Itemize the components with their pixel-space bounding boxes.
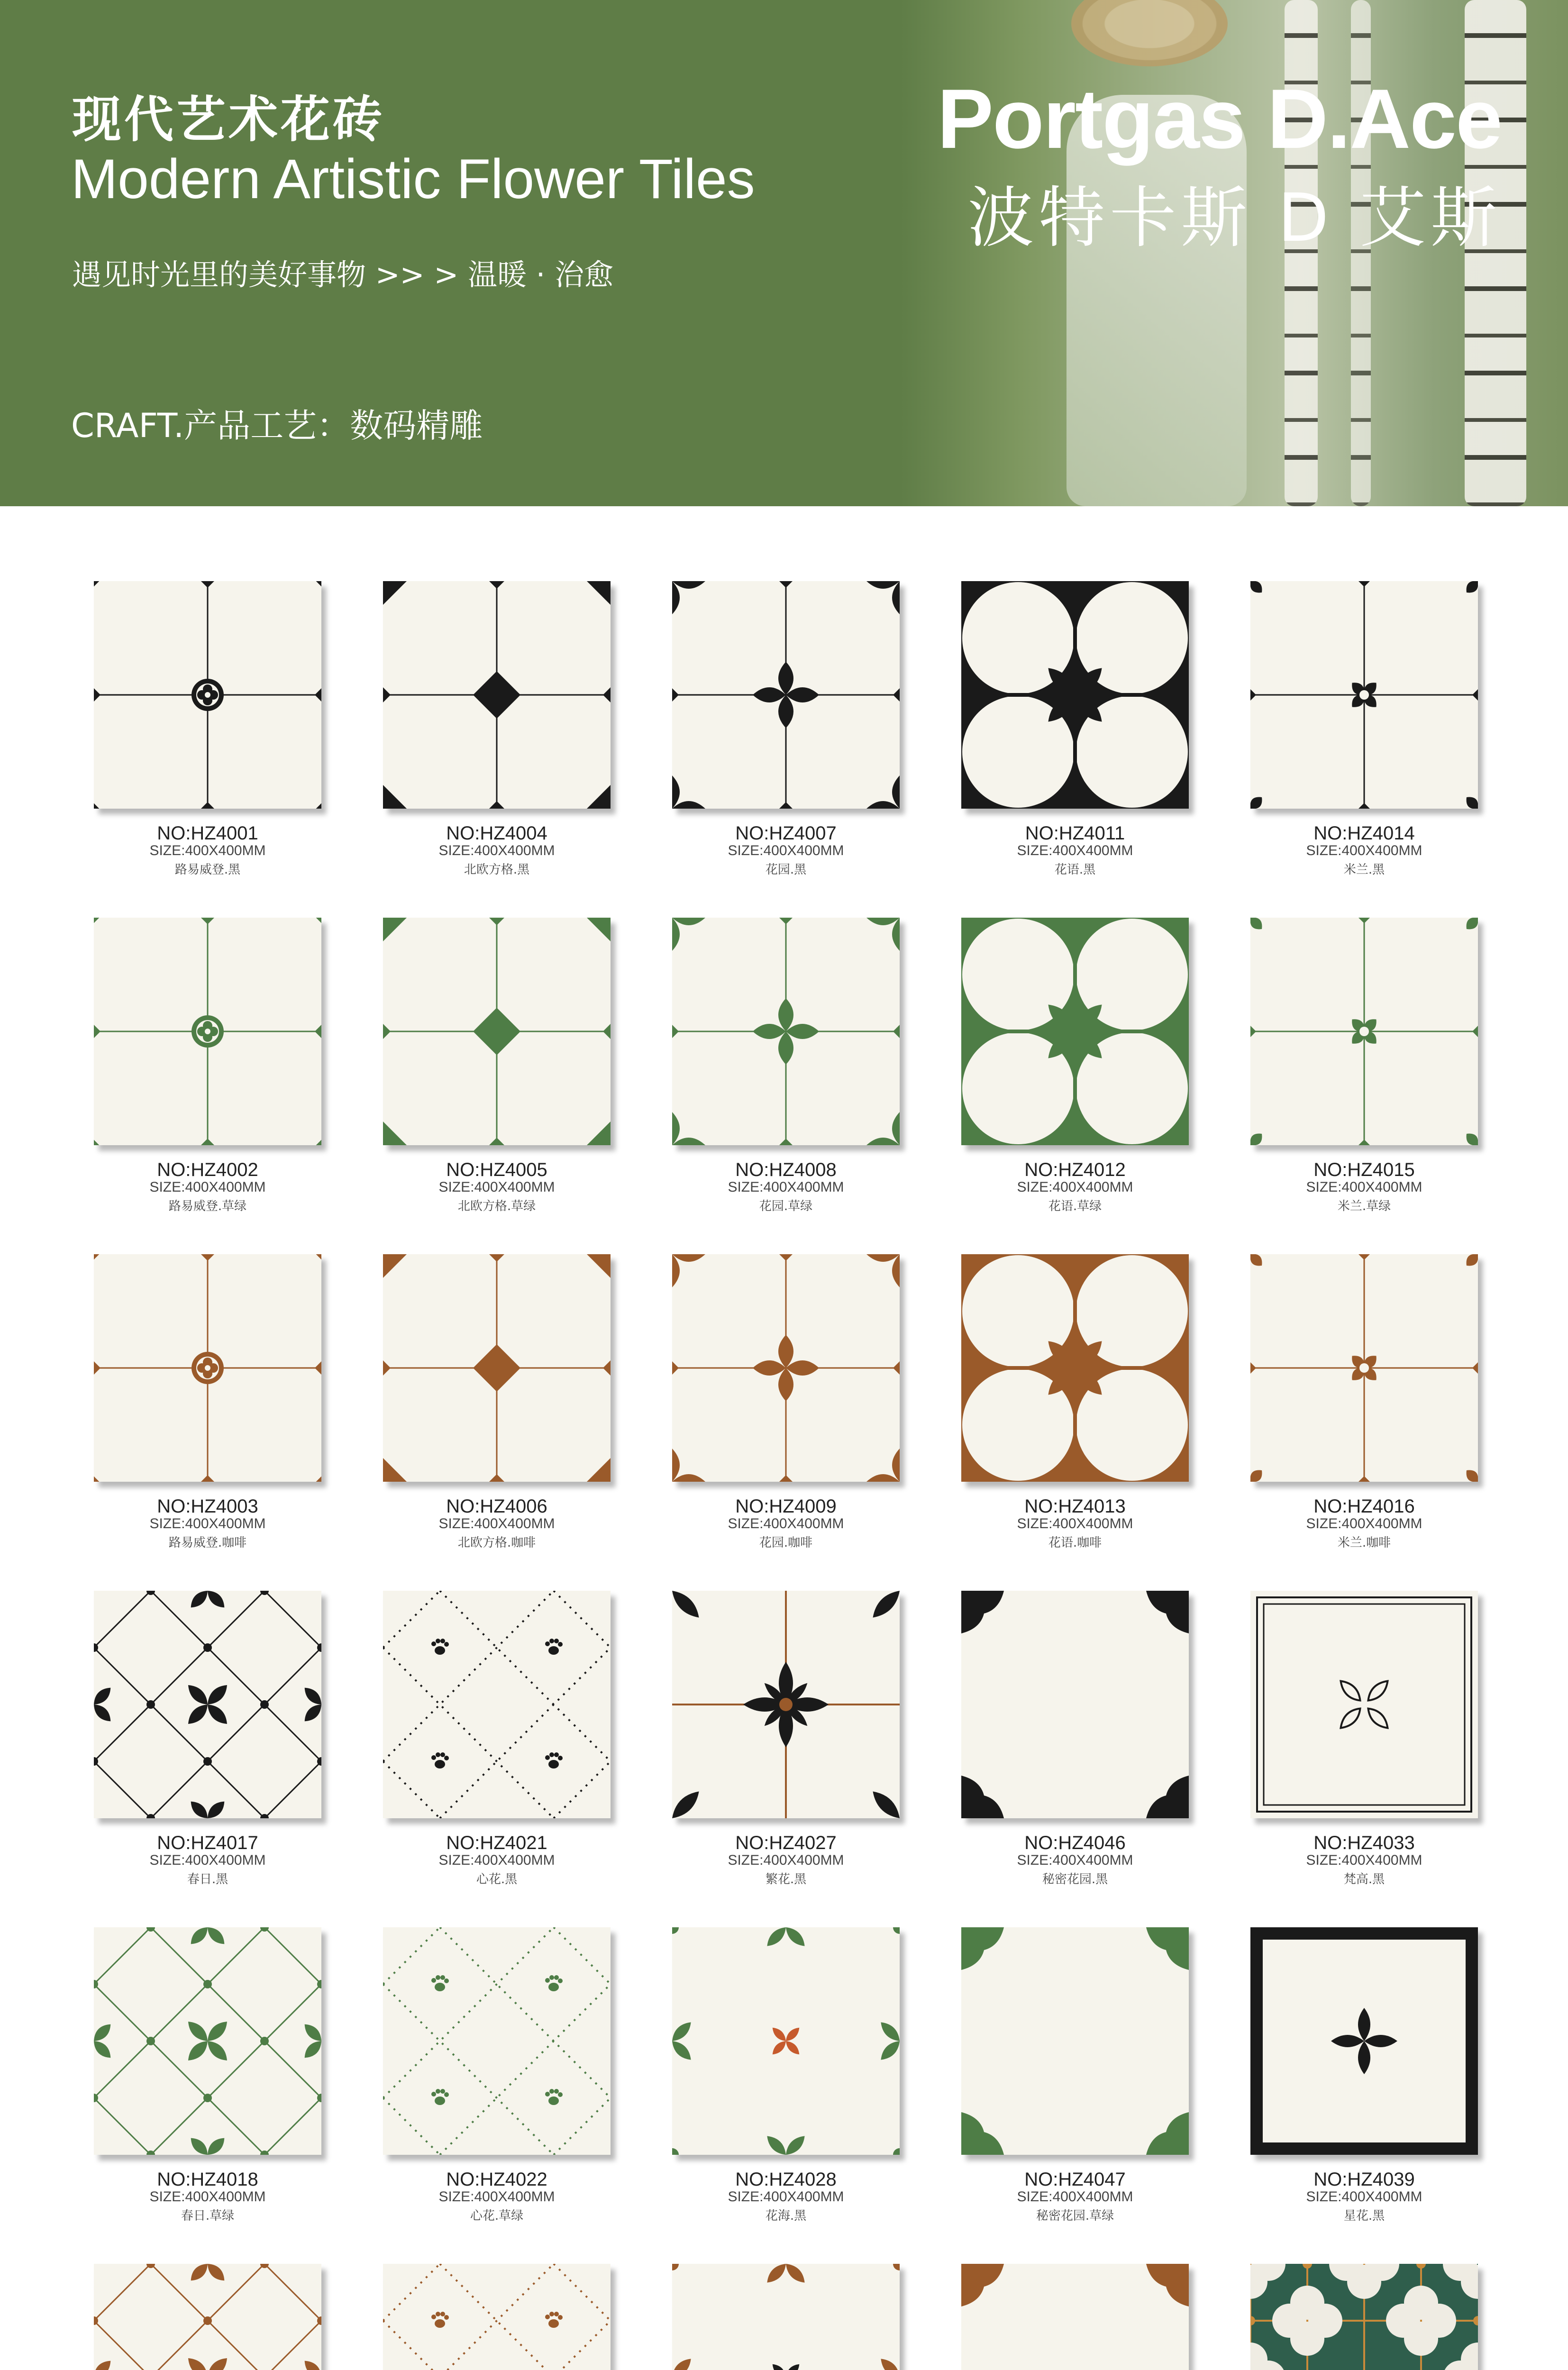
tile-model-number: NO:HZ4002	[157, 1159, 258, 1180]
tile-card	[672, 581, 900, 884]
tile-image	[961, 2264, 1189, 2370]
tile-pattern-graphic	[672, 581, 900, 809]
tile-image	[383, 581, 611, 809]
tile-card	[94, 918, 321, 1221]
tile-card	[672, 1591, 900, 1894]
tile-model-number: NO:HZ4028	[735, 2169, 837, 2190]
tile-image	[94, 1591, 321, 1818]
tile-model-number: NO:HZ4015	[1313, 1159, 1415, 1180]
tile-image	[672, 581, 900, 809]
tile-card	[672, 2264, 900, 2370]
brand-name-cn: 波特卡斯 D 艾斯	[967, 180, 1502, 257]
tile-card	[1250, 1254, 1478, 1558]
tile-name: 北欧方格.咖啡	[457, 1536, 536, 1550]
tile-pattern-graphic	[672, 1591, 900, 1818]
tile-size: SIZE:400X400MM	[438, 1516, 555, 1531]
tile-model-number: NO:HZ4007	[735, 823, 837, 844]
tile-image	[961, 1591, 1189, 1818]
tile-name: 路易威登.黑	[174, 863, 241, 877]
header-banner	[0, 0, 1568, 506]
tile-model-number: NO:HZ4017	[157, 1832, 258, 1853]
tile-image	[961, 581, 1189, 809]
tile-card	[383, 1927, 611, 2231]
tile-size: SIZE:400X400MM	[1306, 1852, 1422, 1868]
tile-pattern-graphic	[94, 2264, 321, 2370]
tile-card	[672, 918, 900, 1221]
tile-image	[383, 2264, 611, 2370]
tile-name: 心花.黑	[476, 1872, 518, 1887]
tile-card	[383, 1591, 611, 1894]
tile-card	[383, 918, 611, 1221]
tile-name: 米兰.黑	[1343, 863, 1385, 877]
tile-card	[1250, 918, 1478, 1221]
tile-size: SIZE:400X400MM	[438, 2189, 555, 2205]
tile-size: SIZE:400X400MM	[149, 1516, 266, 1531]
tile-size: SIZE:400X400MM	[149, 1179, 266, 1195]
tile-image	[961, 1927, 1189, 2155]
tile-size: SIZE:400X400MM	[149, 2189, 266, 2205]
tile-image	[94, 2264, 321, 2370]
tile-name: 花园.黑	[765, 863, 807, 877]
tile-card	[672, 1927, 900, 2231]
tile-card	[1250, 1591, 1478, 1894]
tile-model-number: NO:HZ4016	[1313, 1496, 1415, 1517]
tile-pattern-graphic	[383, 918, 611, 1145]
tile-name: 秘密花园.黑	[1042, 1872, 1108, 1887]
tile-size: SIZE:400X400MM	[438, 843, 555, 858]
tile-pattern-graphic	[961, 581, 1189, 809]
tile-pattern-graphic	[383, 1927, 611, 2155]
tile-name: 春日.草绿	[181, 2209, 235, 2223]
tile-model-number: NO:HZ4046	[1024, 1832, 1126, 1853]
tile-pattern-graphic	[961, 1591, 1189, 1818]
tile-image	[672, 1927, 900, 2155]
slogan-text: 遇见时光里的美好事物 >> > 温暖 · 治愈	[72, 257, 614, 292]
tile-size: SIZE:400X400MM	[728, 1516, 844, 1531]
tile-image	[94, 581, 321, 809]
tile-card	[94, 1254, 321, 1558]
tile-model-number: NO:HZ4005	[446, 1159, 547, 1180]
tile-model-number: NO:HZ4008	[735, 1159, 837, 1180]
tile-name: 心花.草绿	[470, 2209, 524, 2223]
tile-size: SIZE:400X400MM	[438, 1852, 555, 1868]
brand-name-en: Portgas D.Ace	[937, 72, 1502, 166]
tile-model-number: NO:HZ4012	[1024, 1159, 1126, 1180]
tile-card	[383, 2264, 611, 2370]
tile-name: 花海.黑	[765, 2209, 807, 2223]
tile-name: 路易威登.咖啡	[168, 1536, 247, 1550]
tile-model-number: NO:HZ4022	[446, 2169, 547, 2190]
tile-pattern-graphic	[383, 581, 611, 809]
tile-model-number: NO:HZ4013	[1024, 1496, 1126, 1517]
tile-pattern-graphic	[94, 918, 321, 1145]
tile-pattern-graphic	[961, 2264, 1189, 2370]
tile-pattern-graphic	[94, 1254, 321, 1482]
tile-pattern-graphic	[383, 1254, 611, 1482]
tile-pattern-graphic	[1250, 1591, 1478, 1818]
tile-card	[1250, 1927, 1478, 2231]
tile-image	[1250, 1591, 1478, 1818]
tile-size: SIZE:400X400MM	[1017, 1852, 1133, 1868]
tile-model-number: NO:HZ4004	[446, 823, 547, 844]
tile-size: SIZE:400X400MM	[1017, 2189, 1133, 2205]
tile-card	[961, 581, 1189, 884]
tile-name: 春日.黑	[187, 1872, 228, 1887]
tile-model-number: NO:HZ4009	[735, 1496, 837, 1517]
tile-size: SIZE:400X400MM	[1306, 1179, 1422, 1195]
tile-image	[94, 918, 321, 1145]
tile-card	[961, 918, 1189, 1221]
tile-pattern-graphic	[1250, 1927, 1478, 2155]
tile-size: SIZE:400X400MM	[1017, 1179, 1133, 1195]
tile-card	[961, 1591, 1189, 1894]
tile-pattern-graphic	[94, 1927, 321, 2155]
tile-model-number: NO:HZ4033	[1313, 1832, 1415, 1853]
tile-pattern-graphic	[1250, 918, 1478, 1145]
tile-image	[383, 918, 611, 1145]
tile-image	[383, 1591, 611, 1818]
tile-image	[1250, 918, 1478, 1145]
tile-pattern-graphic	[1250, 581, 1478, 809]
tile-model-number: NO:HZ4001	[157, 823, 258, 844]
tile-image	[1250, 1254, 1478, 1482]
tile-size: SIZE:400X400MM	[1306, 2189, 1422, 2205]
tile-size: SIZE:400X400MM	[149, 1852, 266, 1868]
tile-name: 花园.草绿	[759, 1199, 813, 1213]
tile-card	[1250, 2264, 1478, 2370]
tile-size: SIZE:400X400MM	[1017, 1516, 1133, 1531]
tile-image	[672, 1254, 900, 1482]
tile-pattern-graphic	[672, 1254, 900, 1482]
tile-image	[672, 1591, 900, 1818]
tile-name: 花语.草绿	[1048, 1199, 1102, 1213]
tile-pattern-graphic	[961, 1927, 1189, 2155]
tile-image	[383, 1254, 611, 1482]
tile-card	[1250, 581, 1478, 884]
tile-name: 路易威登.草绿	[168, 1199, 247, 1213]
tile-pattern-graphic	[672, 1927, 900, 2155]
tile-card	[383, 581, 611, 884]
tile-size: SIZE:400X400MM	[149, 843, 266, 858]
tile-name: 繁花.黑	[765, 1872, 807, 1887]
tile-image	[961, 1254, 1189, 1482]
tile-name: 梵高.黑	[1343, 1872, 1385, 1887]
tile-model-number: NO:HZ4047	[1024, 2169, 1126, 2190]
tile-card	[94, 2264, 321, 2370]
tile-image	[1250, 2264, 1478, 2370]
tile-size: SIZE:400X400MM	[728, 843, 844, 858]
tile-model-number: NO:HZ4039	[1313, 2169, 1415, 2190]
tile-size: SIZE:400X400MM	[728, 1179, 844, 1195]
tile-card	[672, 1254, 900, 1558]
tile-model-number: NO:HZ4021	[446, 1832, 547, 1853]
tile-name: 米兰.咖啡	[1337, 1536, 1391, 1550]
tile-card	[961, 1927, 1189, 2231]
tile-name: 米兰.草绿	[1337, 1199, 1391, 1213]
tile-name: 秘密花园.草绿	[1036, 2209, 1114, 2223]
tile-model-number: NO:HZ4027	[735, 1832, 837, 1853]
tile-pattern-graphic	[672, 2264, 900, 2370]
tile-card	[94, 581, 321, 884]
tile-model-number: NO:HZ4018	[157, 2169, 258, 2190]
tile-name: 花语.咖啡	[1048, 1536, 1102, 1550]
page-title-cn: 现代艺术花砖	[72, 91, 385, 148]
tile-image	[672, 2264, 900, 2370]
tile-pattern-graphic	[383, 2264, 611, 2370]
tile-size: SIZE:400X400MM	[1306, 843, 1422, 858]
tile-size: SIZE:400X400MM	[728, 2189, 844, 2205]
tile-pattern-graphic	[961, 1254, 1189, 1482]
tile-name: 星花.黑	[1343, 2209, 1385, 2223]
tile-image	[1250, 1927, 1478, 2155]
tile-pattern-graphic	[1250, 1254, 1478, 1482]
tile-name: 花语.黑	[1054, 863, 1096, 877]
tile-card	[94, 1927, 321, 2231]
tile-image	[383, 1927, 611, 2155]
tile-size: SIZE:400X400MM	[728, 1852, 844, 1868]
tile-name: 花园.咖啡	[759, 1536, 813, 1550]
tile-image	[672, 918, 900, 1145]
tile-name: 北欧方格.黑	[464, 863, 530, 877]
tile-pattern-graphic	[94, 1591, 321, 1818]
tile-model-number: NO:HZ4006	[446, 1496, 547, 1517]
tile-size: SIZE:400X400MM	[438, 1179, 555, 1195]
tile-pattern-graphic	[1250, 2264, 1478, 2370]
tile-pattern-graphic	[383, 1591, 611, 1818]
tile-pattern-graphic	[672, 918, 900, 1145]
page-title-en: Modern Artistic Flower Tiles	[71, 148, 755, 210]
tile-size: SIZE:400X400MM	[1306, 1516, 1422, 1531]
tile-model-number: NO:HZ4011	[1025, 823, 1125, 844]
tile-pattern-graphic	[94, 581, 321, 809]
tile-model-number: NO:HZ4003	[157, 1496, 258, 1517]
tile-image	[94, 1927, 321, 2155]
tile-card	[961, 1254, 1189, 1558]
craft-text: CRAFT.产品工艺：数码精雕	[71, 406, 483, 445]
tile-size: SIZE:400X400MM	[1017, 843, 1133, 858]
tile-image	[94, 1254, 321, 1482]
tile-card	[94, 1591, 321, 1894]
tile-card	[383, 1254, 611, 1558]
tile-image	[1250, 581, 1478, 809]
tile-pattern-graphic	[961, 918, 1189, 1145]
tile-image	[961, 918, 1189, 1145]
tile-card	[961, 2264, 1189, 2370]
tile-model-number: NO:HZ4014	[1313, 823, 1415, 844]
tile-name: 北欧方格.草绿	[457, 1199, 536, 1213]
